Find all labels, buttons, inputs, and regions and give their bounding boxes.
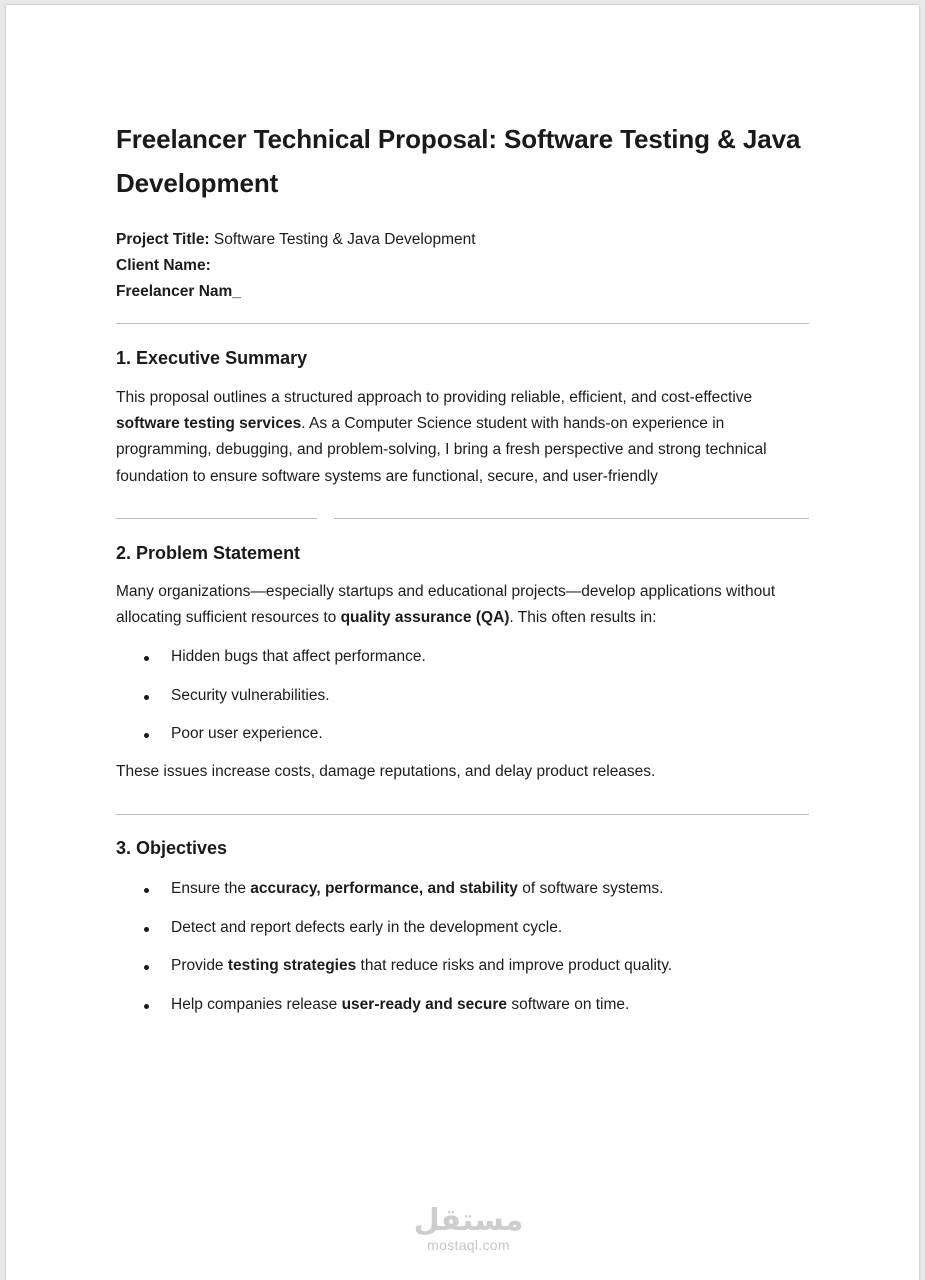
bullet-dot-icon (144, 656, 149, 661)
section-divider (116, 518, 809, 520)
objective-bold: accuracy, performance, and stability (250, 880, 518, 898)
list-item (116, 683, 809, 709)
objective-text: Help companies release (171, 995, 342, 1013)
bullet-dot-icon (144, 695, 149, 700)
client-name-label: Client Name: (116, 257, 211, 274)
meta-client-name (116, 253, 809, 279)
document-page (6, 5, 919, 1280)
meta-freelancer-name (116, 279, 809, 305)
divider-segment (334, 518, 809, 519)
objectives-heading: 3. Objectives (116, 838, 228, 859)
problem-statement-intro (116, 579, 809, 631)
document-content (116, 117, 809, 1018)
section-divider (116, 323, 809, 324)
objectives-bullet-list (116, 876, 809, 1018)
document-title: Freelancer Technical Proposal: Software Testing & Java Development (116, 124, 801, 198)
list-item (116, 915, 809, 941)
project-title-label: Project Title: (116, 231, 210, 248)
summary-bold-1: software testing services (116, 415, 302, 433)
watermark-arabic-logo: مستقل (413, 1203, 524, 1238)
proposal-meta (116, 227, 809, 305)
objective-text: Detect and report defects early in the development cycle. (171, 918, 563, 936)
watermark-url: mostaql.com (427, 1237, 510, 1253)
project-title-value: Software Testing & Java Development (209, 231, 476, 248)
objective-bold: user-ready and secure (341, 995, 508, 1013)
bullet-dot-icon (144, 927, 149, 932)
mostaql-watermark (406, 1205, 531, 1253)
list-item (116, 876, 809, 902)
problem-statement-closing: These issues increase costs, damage reputations, and delay product releases. (116, 763, 656, 781)
objective-text: Provide (171, 957, 228, 975)
objective-text: software on time. (507, 995, 630, 1013)
list-item-text: Hidden bugs that affect performance. (171, 648, 426, 666)
list-item-text: Poor user experience. (171, 725, 323, 743)
summary-text-1: This proposal outlines a structured approach to providing reliable, efficient, and cost-effective (116, 389, 753, 406)
list-item (116, 953, 809, 979)
objective-text: Ensure the (171, 880, 251, 898)
bullet-dot-icon (144, 733, 149, 738)
summary-text-2: . As a Computer Science student with hands-on experience in programming, debugging, and problem-solving, I bring a fresh perspective and strong technical foundation to ensure software systems are functional, secure, and user-friendly (116, 415, 767, 485)
divider-segment (116, 518, 317, 519)
problem-text-1: Many organizations—especially startups and educational projects—develop applications without allocating sufficient resources to (116, 582, 776, 627)
bullet-dot-icon (144, 965, 149, 970)
objective-text: of software systems. (517, 880, 664, 898)
objective-bold: testing strategies (227, 957, 357, 975)
problem-statement-heading: 2. Problem Statement (116, 542, 301, 563)
list-item (116, 721, 809, 747)
problem-text-2: . This often results in: (509, 609, 657, 627)
list-item (116, 644, 809, 670)
executive-summary-paragraph (116, 385, 809, 490)
section-divider (116, 814, 809, 815)
bullet-dot-icon (144, 1004, 149, 1009)
executive-summary-heading: 1. Executive Summary (116, 348, 308, 368)
bullet-dot-icon (144, 888, 149, 893)
problem-bullet-list (116, 644, 809, 747)
list-item-text: Security vulnerabilities. (171, 686, 330, 704)
freelancer-name-label: Freelancer Nam_ (116, 283, 241, 300)
meta-project-title (116, 227, 809, 253)
problem-bold: quality assurance (QA) (340, 609, 510, 627)
objective-text: that reduce risks and improve product quality. (356, 957, 673, 975)
list-item (116, 992, 809, 1018)
